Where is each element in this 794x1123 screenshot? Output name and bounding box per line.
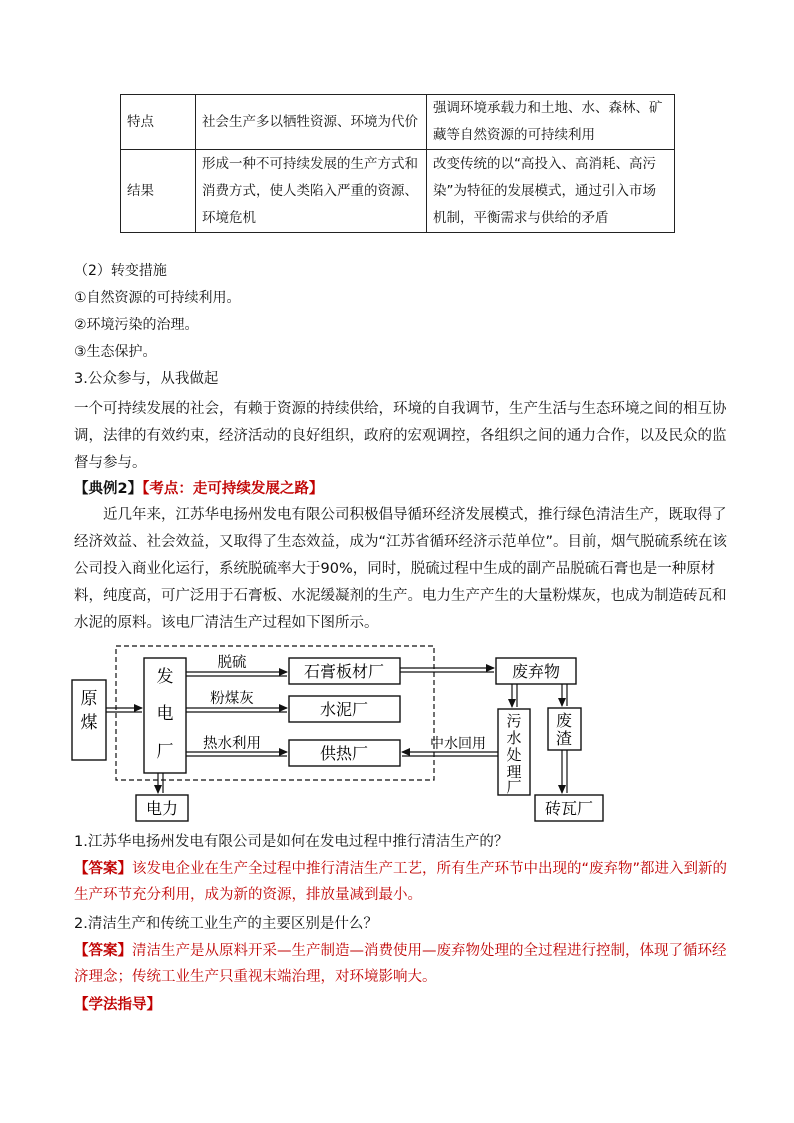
- public-text: 一个可持续发展的社会，有赖于资源的持续供给，环境的自我调节，生产生活与生态环境之间的相互协调，法律的有效约束，经济活动的良好组织，政府的宏观调控，各组织之间的通力合作，以及民众的监督与参与。: [74, 401, 727, 471]
- public-heading: 3.公众参与，从我做起: [74, 371, 219, 387]
- measures-heading: （2）转变措施: [74, 263, 167, 279]
- clean-production-diagram: [60, 640, 620, 825]
- power-plant-label: 发: [156, 667, 174, 687]
- sustainable-cell: 强调环境承载力和土地、水、森林、矿藏等自然资源的可持续利用: [427, 95, 675, 150]
- example-heading: [74, 479, 323, 499]
- heating-plant-label: 供热厂: [319, 744, 369, 763]
- sewage-plant-label: 厂: [506, 778, 522, 796]
- example-paragraph: [74, 502, 736, 637]
- comparison-table: [120, 94, 675, 233]
- fly-ash-label: 粉煤灰: [210, 691, 254, 707]
- answer-label: 【答案】: [74, 861, 132, 877]
- measure-item: ③生态保护。: [74, 344, 157, 360]
- cement-plant-label: 水泥厂: [319, 700, 369, 719]
- hot-water-label: 热水利用: [203, 736, 261, 752]
- slag-label: 渣: [555, 729, 573, 748]
- traditional-cell: 社会生产多以牺牲资源、环境为代价: [196, 95, 427, 150]
- sewage-plant-label: 处: [506, 746, 522, 764]
- power-label: 电力: [145, 799, 179, 818]
- example-label: 【典例2】: [74, 481, 143, 497]
- slag-label: 废: [555, 711, 573, 730]
- example-tag: 【考点：走可持续发展之路】: [142, 481, 324, 497]
- example-text: 近几年来，江苏华电扬州发电有限公司积极倡导循环经济发展模式，推行绿色清洁生产，既取得了经济效益、社会效益，又取得了生态效益，成为“江苏省循环经济示范单位”。目前，烟气脱硫系统在该公司投入商业化运行，系统脱硫率大于90%，同时，脱硫过程中生成的副产品脱硫石膏也是一种原材料，纯度高，可广泛用于石膏板、水泥缓凝剂的生产。电力生产产生的大量粉煤灰，也成为制造砖瓦和水泥的原料。该电厂清洁生产过程如下图所示。: [74, 507, 728, 631]
- raw-coal-label: 原: [80, 689, 98, 709]
- answer-text: 该发电企业在生产全过程中推行清洁生产工艺，所有生产环节中出现的“废弃物”都进入到新的生产环节充分利用，成为新的资源，排放量减到最小。: [74, 861, 728, 903]
- waste-label: 废弃物: [511, 662, 561, 681]
- reclaimed-water-label: 中水回用: [430, 736, 486, 752]
- answer-1: [74, 856, 736, 908]
- measure-item: ②环境污染的治理。: [74, 317, 199, 333]
- traditional-cell: 形成一种不可持续发展的生产方式和消费方式，使人类陷入严重的资源、环境危机: [196, 150, 427, 233]
- sustainable-cell: 改变传统的以“高投入、高消耗、高污染”为特征的发展模式，通过引入市场机制，平衡需求与供给的矛盾: [427, 150, 675, 233]
- answer-text: 清洁生产是从原料开采—生产制造—消费使用—废弃物处理的全过程进行控制，体现了循环经济理念；传统工业生产只重视末端治理，对环境影响大。: [74, 943, 727, 985]
- gypsum-plant-label: 石膏板材厂: [303, 662, 385, 681]
- power-plant-label: 电: [156, 704, 174, 724]
- public-paragraph: [74, 396, 736, 477]
- answer-label: 【答案】: [74, 943, 132, 959]
- table-row: [121, 95, 675, 150]
- desulfur-label: 脱硫: [217, 655, 247, 671]
- answer-2: [74, 938, 736, 990]
- sewage-plant-label: 理: [506, 763, 522, 781]
- brick-plant-label: 砖瓦厂: [544, 799, 594, 818]
- row-label: 结果: [121, 150, 196, 233]
- sewage-plant-label: 污: [506, 712, 522, 730]
- question-1: 1.江苏华电扬州发电有限公司是如何在发电过程中推行清洁生产的？: [74, 834, 509, 850]
- table-row: [121, 150, 675, 233]
- raw-coal-label: 煤: [80, 713, 98, 733]
- question-2: 2.清洁生产和传统工业生产的主要区别是什么？: [74, 916, 378, 932]
- measure-item: ①自然资源的可持续利用。: [74, 290, 241, 306]
- study-guide-heading: 【学法指导】: [74, 997, 161, 1013]
- power-plant-label: 厂: [156, 742, 174, 762]
- row-label: 特点: [121, 95, 196, 150]
- sewage-plant-label: 水: [506, 729, 522, 747]
